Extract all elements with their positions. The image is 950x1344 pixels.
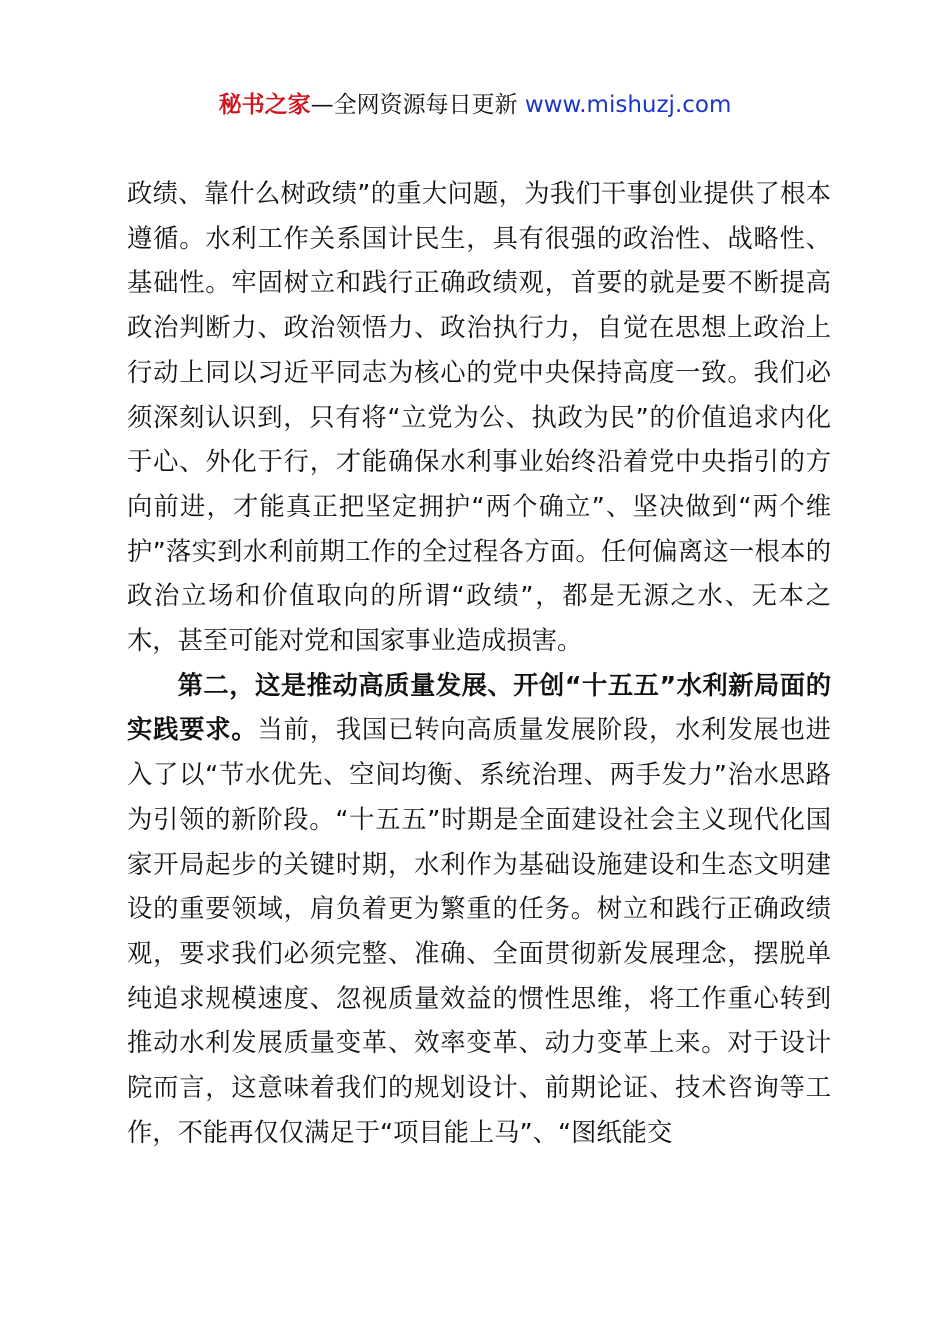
paragraph-1-text: 政绩、靠什么树政绩”的重大问题，为我们干事创业提供了根本遵循。水利工作关系国计民生，具有很强的政治性、战略性、基础性。牢固树立和践行正确政绩观，首要的就是要不断提高政治判断力、政治领悟力、政治执行力，自觉在思想上政治上行动上同以习近平同志为核心的党中央保持高度一致。我们必须深刻认识到，只有将“立党为公、执政为民”的价值追求内化于心、外化于行，才能确保水利事业始终沿着党中央指引的方向前进，才能真正把坚定拥护“两个确立”、坚决做到“两个维护”落实到水利前期工作的全过程各方面。任何偏离这一根本的政治立场和价值取向的所谓“政绩”，都是无源之水、无本之木，甚至可能对党和国家事业造成损害。 (127, 179, 831, 656)
paragraph-2 (127, 664, 831, 1156)
header-brand: 秘书之家 (218, 92, 311, 118)
paragraph-2-text: 当前，我国已转向高质量发展阶段，水利发展也进入了以“节水优先、空间均衡、系统治理、两手发力”治水思路为引领的新阶段。“十五五”时期是全面建设社会主义现代化国家开局起步的关键时期，水利作为基础设施建设和生态文明建设的重要领域，肩负着更为繁重的任务。树立和践行正确政绩观，要求我们必须完整、准确、全面贯彻新发展理念，摆脱单纯追求规模速度、忽视质量效益的惯性思维，将工作重心转到推动水利发展质量变革、效率变革、动力变革上来。对于设计院而言，这意味着我们的规划设计、前期论证、技术咨询等工作，不能再仅仅满足于“项目能上马”、“图纸能交 (127, 715, 831, 1147)
page-header (0, 88, 950, 122)
header-site-url[interactable]: www.mishuzj.com (524, 92, 732, 118)
paragraph-1 (127, 172, 831, 664)
paragraph-2-lead: 第二，这是推动高质量发展、开创“十五五”水利新局面的实践要求。 (127, 670, 831, 745)
header-tagline: —全网资源每日更新 (310, 92, 525, 118)
document-body (127, 172, 831, 1155)
